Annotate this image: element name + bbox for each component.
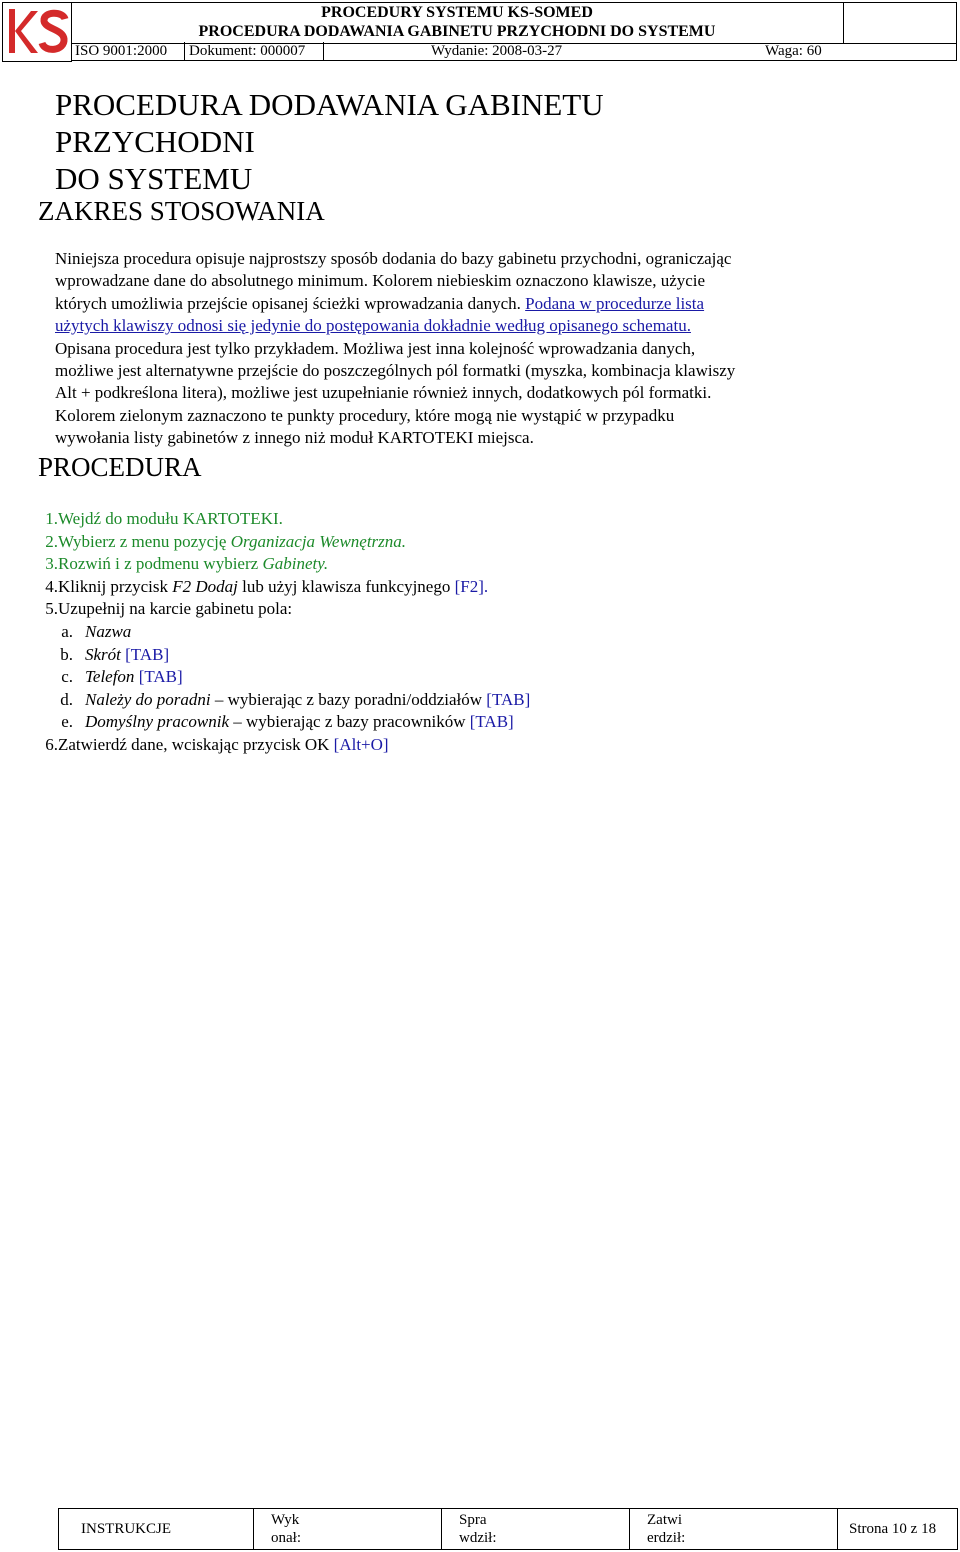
scope-line: Opisana procedura jest tylko przykładem. Możliwa jest inna kolejność wprowadzania danych, xyxy=(55,338,696,358)
page-number: Strona 10 z 18 xyxy=(849,1521,937,1537)
footer-author-label-2: onał: xyxy=(271,1530,301,1546)
footer-reviewer-label-2: wdził: xyxy=(459,1530,497,1546)
key-tab: [TAB] xyxy=(125,644,170,664)
header-titles xyxy=(71,2,844,44)
key-tab: [TAB] xyxy=(138,667,183,687)
scope-paragraph xyxy=(55,248,915,450)
iso-label: ISO 9001:2000 xyxy=(75,43,168,59)
header-empty-cell xyxy=(843,2,957,44)
scope-line: użytych klawiszy odnosi się jedynie do postępowania dokładnie według opisanego schematu. xyxy=(55,316,691,336)
ks-logo xyxy=(7,7,69,57)
scope-line: wprowadzane dane do absolutnego minimum. Kolorem niebieskim oznaczono klawisze, użycie xyxy=(55,271,706,291)
weight-value: Waga: 60 xyxy=(765,43,822,59)
key-tab: [TAB] xyxy=(469,712,514,732)
scope-line: Niniejsza procedura opisuje najprostszy sposób dodania do bazy gabinetu przychodni, ograniczając xyxy=(55,249,732,268)
title-line-3: DO SYSTEMU xyxy=(55,161,253,196)
header-line-2: PROCEDURA DODAWANIA GABINETU PRZYCHODNI DO SYSTEMU xyxy=(198,23,716,40)
key-tab: [TAB] xyxy=(486,689,531,709)
document-number: Dokument: 000007 xyxy=(189,43,306,59)
scope-line: możliwe jest alternatywne przejście do poszczególnych pól formatki (myszka, kombinacja klawiszy xyxy=(55,361,736,381)
footer-author-label: Wyk xyxy=(271,1512,300,1528)
footer-approver-label: Zatwi xyxy=(647,1512,682,1528)
procedure-heading: PROCEDURA xyxy=(38,452,202,482)
scope-line: wywołania listy gabinetów z innego niż moduł KARTOTEKI miejsca. xyxy=(55,428,534,448)
title-line-2: PRZYCHODNI xyxy=(55,124,255,159)
edition-date: Wydanie: 2008-03-27 xyxy=(431,43,563,59)
document-footer xyxy=(58,1508,958,1550)
footer-instructions: INSTRUKCJE xyxy=(81,1521,172,1537)
header-meta-row xyxy=(71,42,957,61)
title-line-1: PROCEDURA DODAWANIA GABINETU xyxy=(55,87,604,122)
footer-reviewer-label: Spra xyxy=(459,1512,487,1528)
header-line-1: PROCEDURY SYSTEMU KS-SOMED xyxy=(321,4,593,21)
key-alt-o: [Alt+O] xyxy=(333,734,389,754)
footer-approver-label-2: erdził: xyxy=(647,1530,686,1546)
key-list-note: Podana w procedurze lista xyxy=(525,293,705,313)
scope-line: których umożliwia przejście opisanej ścieżki wprowadzania danych. Podana w procedurze lista xyxy=(55,293,705,313)
logo-cell xyxy=(2,2,72,62)
key-f2: [F2]. xyxy=(454,576,489,596)
document-header xyxy=(2,2,958,62)
scope-heading: ZAKRES STOSOWANIA xyxy=(38,196,325,226)
scope-line: Alt + podkreślona litera), możliwe jest uzupełnianie również innych, dodatkowych pól formatki. xyxy=(55,383,712,403)
scope-line: Kolorem zielonym zaznaczono te punkty procedury, które mogą nie wystąpić w przypadku xyxy=(55,405,675,425)
